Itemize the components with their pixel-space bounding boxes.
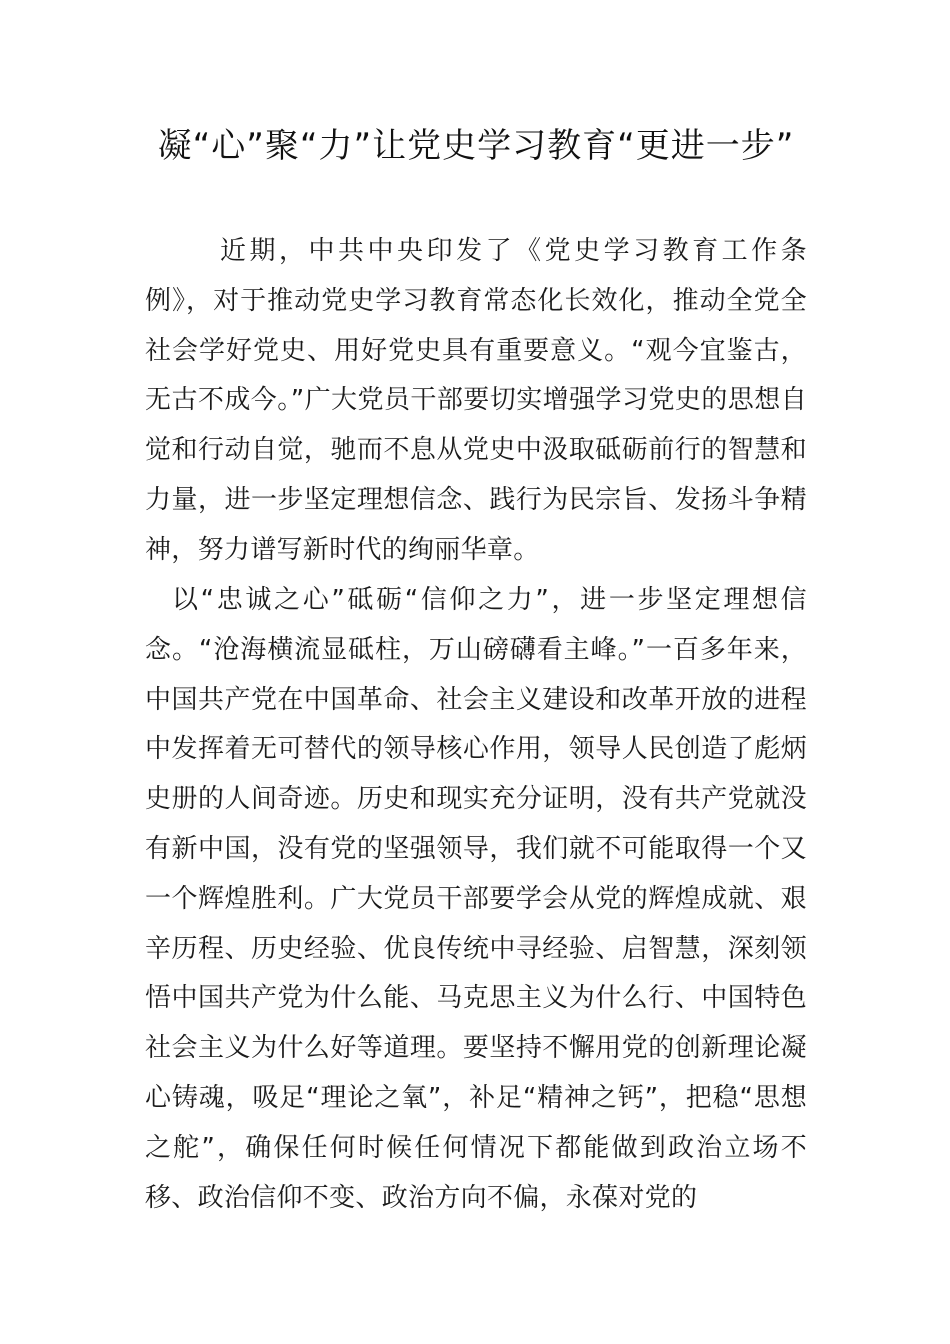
document-title: 凝“心”聚“力”让党史学习教育“更进一步” [157,126,795,166]
paragraph-2: 以“忠诚之心”砥砺“信仰之力”，进一步坚定理想信念。“沧海横流显砥柱，万山磅礴看主峰。”一百多年来，中国共产党在中国革命、社会主义建设和改革开放的进程中发挥着无可替代的领导核心作用，领导人民创造了彪炳史册的人间奇迹。历史和现实充分证明，没有共产党就没有新中国，没有党的坚强领导，我们就不可能取得一个又一个辉煌胜利。广大党员干部要学会从党的辉煌成就、艰辛历程、历史经验、优良传统中寻经验、启智慧，深刻领悟中国共产党为什么能、马克思主义为什么行、中国特色社会主义为什么好等道理。要坚持不懈用党的创新理论凝心铸魂，吸足“理论之氧”，补足“精神之钙”，把稳“思想之舵”，确保任何时候任何情况下都能做到政治立场不移、政治信仰不变、政治方向不偏，永葆对党的 [145,585,807,1213]
paragraph-1: 近期，中共中央印发了《党史学习教育工作条例》，对于推动党史学习教育常态化长效化，推动全党全社会学好党史、用好党史具有重要意义。“观今宜鉴古，无古不成今。”广大党员干部要切实增强学习党史的思想自觉和行动自觉，驰而不息从党史中汲取砥砺前行的智慧和力量，进一步坚定理想信念、践行为民宗旨、发扬斗争精神，努力谱写新时代的绚丽华章。 [145,236,807,565]
